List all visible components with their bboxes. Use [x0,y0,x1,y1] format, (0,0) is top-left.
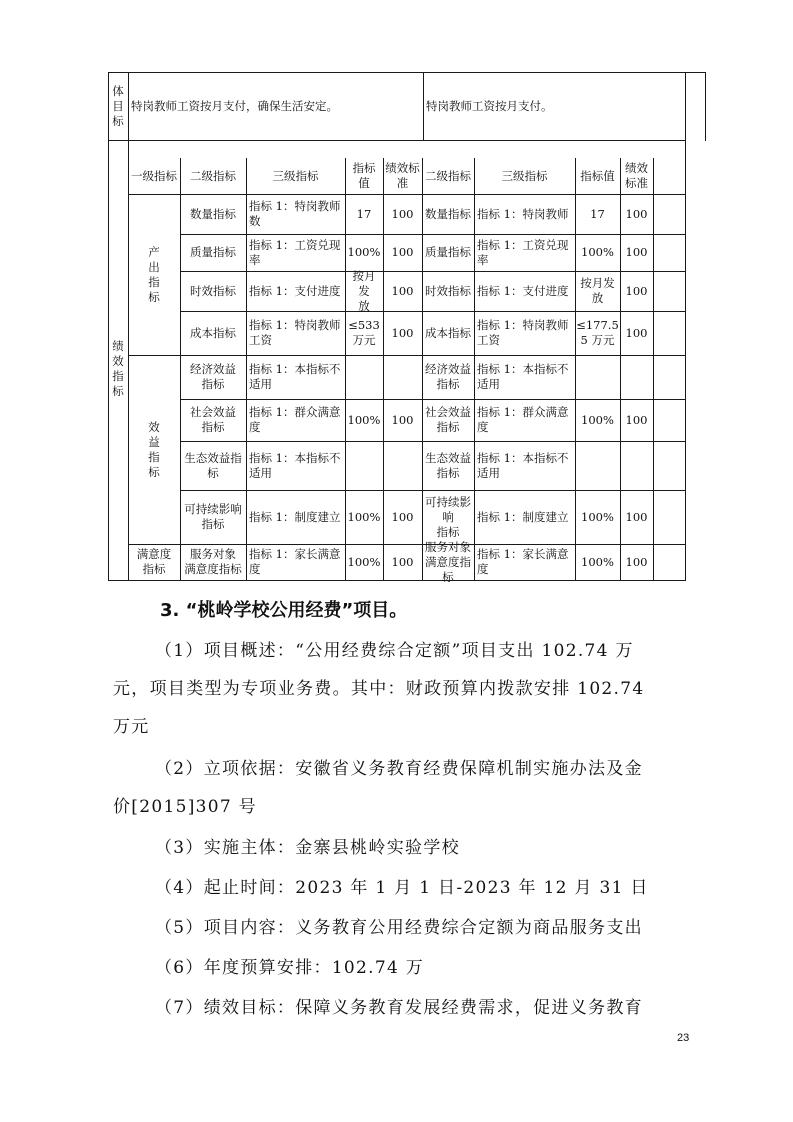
row-value: ≤533 万元 [348,318,380,347]
header-level3-right: 三级指标 [501,168,548,183]
header-value: 指标值 [352,161,376,190]
header-level1: 一级指标 [131,168,177,183]
page-number: 23 [677,1032,690,1044]
perf-label: 绩 效 指 标 [112,339,124,398]
row-level3-right: 指标 1：制度建立 [477,509,569,524]
row-value: 100% [347,412,381,427]
paragraph-overview-line2: 元，项目类型为专项业务费。其中：财政预算内拨款安排 102.74 [113,679,645,699]
row-level3-right: 指标 1：特岗教师 [477,206,569,221]
row-standard: 100 [391,206,414,221]
row-standard-right [620,355,653,399]
row-value-right [575,441,620,490]
row-level3: 指标 1：特岗教师 工资 [249,318,341,347]
group-output: 产 出 指 标 [148,244,160,304]
row-level3: 指标 1：群众满意 度 [249,405,341,434]
row-level3-right: 指标 1：特岗教师工资 [477,318,569,347]
row-standard-right: 100 [625,325,648,340]
row-standard [383,355,422,399]
performance-table [108,72,705,584]
table-rule [685,72,686,581]
table-rule [705,72,706,141]
row-level2-right: 数量指标 [425,206,471,221]
row-value-right: 100% [581,245,614,259]
group-benefit: 效 益 指 标 [148,419,160,479]
row-standard-right: 100 [625,206,648,221]
row-level3-right: 指标 1：群众满意度 [477,405,569,434]
header-level2: 二级指标 [190,168,236,183]
paragraph-budget: （6）年度预算安排：102.74 万 [155,958,425,978]
group-satisfaction: 满意度 指标 [136,547,172,576]
row-level3-right: 指标 1：工资兑现率 [477,237,569,267]
header-standard-right: 绩效 标准 [625,161,648,190]
row-standard [383,441,422,490]
header-standard: 绩效标 准 [385,161,420,190]
paragraph-content: （5）项目内容：义务教育公用经费综合定额为商品服务支出 [155,918,643,938]
paragraph-entity: （3）实施主体：金寨县桃岭实验学校 [155,838,460,858]
row-level2: 社会效益 指标 [190,405,236,434]
row-standard-right: 100 [625,245,648,259]
row-level2-right: 生态效益 指标 [425,450,471,480]
row-level2: 经济效益 指标 [190,362,236,391]
section-heading: 3. “桃岭学校公用经费”项目。 [160,600,408,621]
row-standard: 100 [391,412,414,427]
paragraph-overview-line3: 万元 [113,717,150,737]
row-standard: 100 [391,325,414,340]
row-level2-right: 时效指标 [425,283,471,298]
row-level2-right: 经济效益 指标 [425,362,471,391]
row-standard-right: 100 [625,412,648,427]
table-rule [108,140,686,141]
target-label: 体 目 标 [112,83,124,128]
row-level2-right: 社会效益 指标 [425,405,471,434]
row-value [345,355,383,399]
row-level2: 服务对象 满意度指标 [184,547,242,576]
row-level2: 质量指标 [190,245,236,259]
row-level3: 指标 1：特岗教师 数 [249,199,341,228]
header-value-right: 指标值 [580,168,615,183]
paragraph-goal: （7）绩效目标：保障义务教育发展经费需求，促进义务教育 [155,998,643,1018]
row-standard: 100 [391,509,414,524]
row-value: 100% [347,245,381,259]
row-level2-right: 质量指标 [425,245,471,259]
row-value: 按月发 放 [352,268,376,313]
row-level3-right: 指标 1：本指标不适用 [477,450,569,480]
target-left-text: 特岗教师工资按月支付，确保生活安定。 [131,98,338,113]
row-value-right: 按月发 放 [580,276,615,305]
row-value-right: 100% [581,509,614,524]
row-standard-right [620,441,653,490]
row-value: 100% [347,554,381,569]
row-level3: 指标 1：支付进度 [249,283,341,298]
row-level2: 生态效益指 标 [184,450,242,480]
row-value: 17 [356,206,372,221]
row-standard: 100 [391,283,414,298]
row-standard-right: 100 [625,509,648,524]
table-rule [108,580,686,581]
row-value [345,441,383,490]
paragraph-overview-line1: （1）项目概述：“公用经费综合定额”项目支出 102.74 万 [155,641,634,661]
row-standard: 100 [391,554,414,569]
row-value-right: 100% [581,412,614,427]
row-standard-right: 100 [625,283,648,298]
row-level2: 成本指标 [190,325,236,340]
paragraph-basis-line2: 价[2015]307 号 [113,797,257,817]
row-value-right: ≤177.5 5 万元 [576,318,619,347]
row-level2-right: 成本指标 [425,325,471,340]
row-level3: 指标 1：工资兑现 率 [249,237,341,267]
target-right-text: 特岗教师工资按月支付。 [426,98,553,113]
row-level3-right: 指标 1：家长满意度 [477,547,569,576]
row-level3-right: 指标 1：支付进度 [477,283,569,298]
row-level2: 时效指标 [190,283,236,298]
row-standard-right: 100 [625,554,648,569]
paragraph-basis-line1: （2）立项依据：安徽省义务教育经费保障机制实施办法及金 [155,759,643,779]
header-level2-right: 二级指标 [425,168,471,183]
row-standard: 100 [391,245,414,259]
paragraph-period: （4）起止时间：2023 年 1 月 1 日-2023 年 12 月 31 日 [155,878,649,898]
row-level3-right: 指标 1：本指标不适用 [477,362,569,391]
row-level3: 指标 1：本指标不 适用 [249,362,341,391]
row-value-right: 100% [581,554,614,569]
row-level2-right: 服务对象 满意度指 标 [425,539,471,584]
row-value: 100% [347,509,381,524]
row-value-right: 17 [590,206,605,221]
row-level3: 指标 1：家长满意 度 [249,547,341,576]
row-level3: 指标 1：制度建立 [249,509,341,524]
table-rule [653,158,654,581]
row-value-right [575,355,620,399]
row-level2-right: 可持续影 响 指标 [425,494,471,539]
header-level3: 三级指标 [272,168,319,183]
row-level3: 指标 1：本指标不 适用 [249,450,341,480]
row-level2: 可持续影响 指标 [184,502,242,531]
row-level2: 数量指标 [190,206,236,221]
